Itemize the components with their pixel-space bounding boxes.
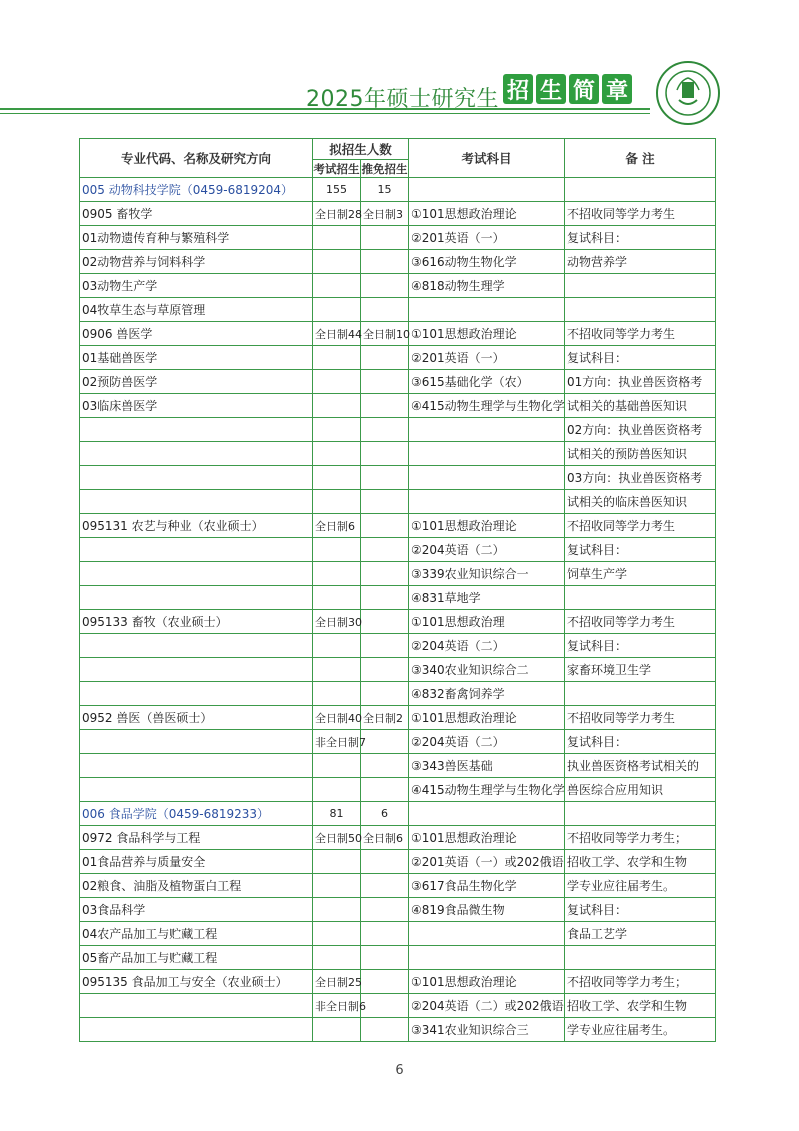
exam-quota-cell: 全日制30: [313, 610, 361, 634]
remark-cell: 试相关的预防兽医知识: [565, 442, 716, 466]
table-row: [80, 898, 716, 922]
exam-subject-cell: ①101思想政治理论: [409, 322, 565, 346]
remark-cell: [565, 298, 716, 322]
major-cell: [80, 1018, 313, 1042]
major-cell: 03动物生产学: [80, 274, 313, 298]
exempt-quota-cell: [361, 514, 409, 538]
table-row: [80, 586, 716, 610]
remark-cell: 不招收同等学力考生: [565, 322, 716, 346]
remark-cell: 招收工学、农学和生物: [565, 850, 716, 874]
remark-cell: 01方向：执业兽医资格考: [565, 370, 716, 394]
exempt-quota-cell: [361, 970, 409, 994]
header-char: 招: [503, 74, 533, 104]
exempt-quota-cell: [361, 994, 409, 1018]
exam-subject-cell: [409, 298, 565, 322]
exam-quota-cell: [313, 442, 361, 466]
table-row: [80, 202, 716, 226]
page-number: 6: [395, 1063, 404, 1078]
table-row: [80, 250, 716, 274]
exempt-quota-cell: [361, 466, 409, 490]
table-row: [80, 754, 716, 778]
remark-cell: 不招收同等学力考生；: [565, 970, 716, 994]
header-emphasis: [503, 74, 632, 104]
exempt-quota-cell: 全日制2: [361, 706, 409, 730]
remark-cell: 不招收同等学力考生: [565, 610, 716, 634]
exam-quota-cell: 非全日制6: [313, 994, 361, 1018]
table-row: [80, 514, 716, 538]
exam-quota-cell: [313, 754, 361, 778]
header-title: 2025年硕士研究生: [306, 87, 499, 112]
major-cell: 0972 食品科学与工程: [80, 826, 313, 850]
exempt-quota-cell: [361, 538, 409, 562]
exempt-quota-cell: [361, 946, 409, 970]
exempt-quota-cell: [361, 610, 409, 634]
exam-subject-cell: ②201英语（一）: [409, 226, 565, 250]
table-row: [80, 610, 716, 634]
table-row: [80, 970, 716, 994]
exam-subject-cell: [409, 442, 565, 466]
exam-quota-cell: [313, 922, 361, 946]
table-row: [80, 1018, 716, 1042]
table-row: [80, 442, 716, 466]
table-row: [80, 370, 716, 394]
major-cell: 095133 畜牧（农业硕士）: [80, 610, 313, 634]
exempt-quota-cell: [361, 730, 409, 754]
table-row: [80, 538, 716, 562]
remark-cell: 学专业应往届考生。: [565, 874, 716, 898]
exempt-quota-cell: [361, 226, 409, 250]
major-cell: 01食品营养与质量安全: [80, 850, 313, 874]
remark-cell: 复试科目：: [565, 730, 716, 754]
table-row: [80, 274, 716, 298]
exempt-quota-cell: [361, 874, 409, 898]
exempt-quota-cell: [361, 418, 409, 442]
exam-subject-cell: ②201英语（一）或202俄语: [409, 850, 565, 874]
exam-subject-cell: ④415动物生理学与生物化学: [409, 394, 565, 418]
major-cell: 01基础兽医学: [80, 346, 313, 370]
remark-cell: 学专业应往届考生。: [565, 1018, 716, 1042]
remark-cell: 复试科目：: [565, 538, 716, 562]
exempt-quota-cell: 15: [361, 178, 409, 202]
exam-quota-cell: [313, 850, 361, 874]
remark-cell: 02方向：执业兽医资格考: [565, 418, 716, 442]
major-cell: 05畜产品加工与贮藏工程: [80, 946, 313, 970]
major-cell: [80, 994, 313, 1018]
header-exam-admission: 考试招生: [313, 161, 360, 176]
exam-quota-cell: 全日制44: [313, 322, 361, 346]
header-exempt-admission: 推免招生: [361, 161, 408, 176]
exempt-quota-cell: [361, 442, 409, 466]
remark-cell: 复试科目：: [565, 346, 716, 370]
exam-subject-cell: ②204英语（二）: [409, 730, 565, 754]
exam-quota-cell: [313, 778, 361, 802]
exam-subject-cell: ④831草地学: [409, 586, 565, 610]
exam-quota-cell: [313, 1018, 361, 1042]
table-row: [80, 802, 716, 826]
table-row: [80, 922, 716, 946]
major-cell: [80, 466, 313, 490]
exam-subject-cell: ②204英语（二）: [409, 538, 565, 562]
header-remarks: 备 注: [565, 139, 716, 178]
exempt-quota-cell: [361, 394, 409, 418]
exam-subject-cell: [409, 466, 565, 490]
table-row: [80, 562, 716, 586]
exempt-quota-cell: [361, 346, 409, 370]
remark-cell: 家畜环境卫生学: [565, 658, 716, 682]
exempt-quota-cell: 6: [361, 802, 409, 826]
exam-quota-cell: [313, 874, 361, 898]
exam-subject-cell: ③617食品生物化学: [409, 874, 565, 898]
exempt-quota-cell: [361, 778, 409, 802]
exam-subject-cell: ③343兽医基础: [409, 754, 565, 778]
major-cell: [80, 538, 313, 562]
exam-subject-cell: ③615基础化学（农）: [409, 370, 565, 394]
exempt-quota-cell: [361, 586, 409, 610]
remark-cell: 不招收同等学力考生: [565, 202, 716, 226]
exempt-quota-cell: [361, 922, 409, 946]
exam-quota-cell: [313, 562, 361, 586]
exam-quota-cell: [313, 466, 361, 490]
exam-subject-cell: ④818动物生理学: [409, 274, 565, 298]
remark-cell: [565, 682, 716, 706]
remark-cell: 试相关的基础兽医知识: [565, 394, 716, 418]
exam-quota-cell: 81: [313, 802, 361, 826]
major-cell: [80, 586, 313, 610]
table-row: [80, 466, 716, 490]
exam-quota-cell: 全日制50: [313, 826, 361, 850]
exam-subject-cell: [409, 490, 565, 514]
major-cell: 005 动物科技学院（0459-6819204）: [80, 178, 313, 202]
exam-subject-cell: ③340农业知识综合二: [409, 658, 565, 682]
header-enrollment: 拟招生人数: [313, 139, 409, 160]
exempt-quota-cell: [361, 850, 409, 874]
table-row: [80, 298, 716, 322]
major-cell: 03食品科学: [80, 898, 313, 922]
major-cell: [80, 442, 313, 466]
major-cell: [80, 754, 313, 778]
major-cell: 095131 农艺与种业（农业硕士）: [80, 514, 313, 538]
exam-quota-cell: [313, 298, 361, 322]
exam-subject-cell: ④832畜禽饲养学: [409, 682, 565, 706]
table-row: [80, 778, 716, 802]
remark-cell: 复试科目：: [565, 898, 716, 922]
major-cell: [80, 658, 313, 682]
exam-quota-cell: 全日制6: [313, 514, 361, 538]
exam-subject-cell: ④819食品微生物: [409, 898, 565, 922]
exam-subject-cell: [409, 802, 565, 826]
table-row: [80, 490, 716, 514]
remark-cell: 不招收同等学力考生；: [565, 826, 716, 850]
header-char: 生: [536, 74, 566, 104]
remark-cell: 不招收同等学力考生: [565, 514, 716, 538]
exam-quota-cell: [313, 250, 361, 274]
table-row: [80, 322, 716, 346]
exempt-quota-cell: 全日制6: [361, 826, 409, 850]
page-header: [0, 60, 799, 130]
exempt-quota-cell: [361, 1018, 409, 1042]
major-cell: 04农产品加工与贮藏工程: [80, 922, 313, 946]
major-cell: 02预防兽医学: [80, 370, 313, 394]
remark-cell: 复试科目：: [565, 634, 716, 658]
remark-cell: 招收工学、农学和生物: [565, 994, 716, 1018]
major-cell: 02动物营养与饲料科学: [80, 250, 313, 274]
exempt-quota-cell: [361, 250, 409, 274]
header-major: 专业代码、名称及研究方向: [80, 139, 313, 178]
major-cell: 0905 畜牧学: [80, 202, 313, 226]
exam-quota-cell: [313, 898, 361, 922]
remark-cell: 不招收同等学力考生: [565, 706, 716, 730]
exam-quota-cell: [313, 586, 361, 610]
major-cell: 006 食品学院（0459-6819233）: [80, 802, 313, 826]
university-seal-icon: [655, 60, 721, 126]
exam-quota-cell: [313, 274, 361, 298]
exempt-quota-cell: 全日制3: [361, 202, 409, 226]
exam-quota-cell: [313, 346, 361, 370]
exam-subject-cell: ④415动物生理学与生物化学: [409, 778, 565, 802]
major-cell: 01动物遗传育种与繁殖科学: [80, 226, 313, 250]
exam-subject-cell: [409, 178, 565, 202]
major-cell: [80, 490, 313, 514]
table-row: [80, 658, 716, 682]
exam-subject-cell: [409, 418, 565, 442]
table-row: [80, 682, 716, 706]
remark-cell: 兽医综合应用知识: [565, 778, 716, 802]
exam-quota-cell: [313, 538, 361, 562]
exempt-quota-cell: [361, 682, 409, 706]
exam-quota-cell: 非全日制7: [313, 730, 361, 754]
major-cell: 0952 兽医（兽医硕士）: [80, 706, 313, 730]
remark-cell: 执业兽医资格考试相关的: [565, 754, 716, 778]
remark-cell: [565, 802, 716, 826]
exam-subject-cell: ①101思想政治理: [409, 610, 565, 634]
remark-cell: [565, 274, 716, 298]
table-row: [80, 946, 716, 970]
exam-subject-cell: ①101思想政治理论: [409, 970, 565, 994]
exam-quota-cell: [313, 634, 361, 658]
exempt-quota-cell: [361, 274, 409, 298]
remark-cell: 动物营养学: [565, 250, 716, 274]
major-cell: 095135 食品加工与安全（农业硕士）: [80, 970, 313, 994]
exam-quota-cell: [313, 682, 361, 706]
table-row: [80, 418, 716, 442]
major-cell: [80, 682, 313, 706]
exam-quota-cell: [313, 946, 361, 970]
exam-quota-cell: 155: [313, 178, 361, 202]
exam-subject-cell: ②204英语（二）或202俄语: [409, 994, 565, 1018]
table-row: [80, 634, 716, 658]
remark-cell: 试相关的临床兽医知识: [565, 490, 716, 514]
exam-subject-cell: ①101思想政治理论: [409, 706, 565, 730]
header-char: 章: [602, 74, 632, 104]
exempt-quota-cell: [361, 634, 409, 658]
exempt-quota-cell: 全日制10: [361, 322, 409, 346]
exempt-quota-cell: [361, 370, 409, 394]
table-row: [80, 226, 716, 250]
exam-subject-cell: [409, 946, 565, 970]
exam-subject-cell: ①101思想政治理论: [409, 826, 565, 850]
exam-subject-cell: ②204英语（二）: [409, 634, 565, 658]
remark-cell: 复试科目：: [565, 226, 716, 250]
exam-quota-cell: 全日制40: [313, 706, 361, 730]
remark-cell: [565, 586, 716, 610]
exempt-quota-cell: [361, 490, 409, 514]
exam-subject-cell: ①101思想政治理论: [409, 202, 565, 226]
exam-quota-cell: [313, 658, 361, 682]
exempt-quota-cell: [361, 658, 409, 682]
exam-quota-cell: [313, 370, 361, 394]
major-cell: [80, 634, 313, 658]
table-row: [80, 994, 716, 1018]
exempt-quota-cell: [361, 298, 409, 322]
major-cell: 02粮食、油脂及植物蛋白工程: [80, 874, 313, 898]
remark-cell: 食品工艺学: [565, 922, 716, 946]
exempt-quota-cell: [361, 898, 409, 922]
header-rule-thin: [0, 113, 650, 114]
exempt-quota-cell: [361, 562, 409, 586]
major-cell: [80, 418, 313, 442]
table-row: [80, 706, 716, 730]
exam-quota-cell: 全日制28: [313, 202, 361, 226]
exam-quota-cell: [313, 490, 361, 514]
header-char: 简: [569, 74, 599, 104]
major-cell: 04牧草生态与草原管理: [80, 298, 313, 322]
major-cell: 03临床兽医学: [80, 394, 313, 418]
exam-subject-cell: ①101思想政治理论: [409, 514, 565, 538]
exam-subject-cell: ③339农业知识综合一: [409, 562, 565, 586]
table-row: [80, 874, 716, 898]
table-row: [80, 178, 716, 202]
major-cell: [80, 778, 313, 802]
exam-quota-cell: [313, 418, 361, 442]
remark-cell: 饲草生产学: [565, 562, 716, 586]
major-cell: [80, 730, 313, 754]
remark-cell: [565, 946, 716, 970]
exam-subject-cell: [409, 922, 565, 946]
exempt-quota-cell: [361, 754, 409, 778]
exam-quota-cell: 全日制25: [313, 970, 361, 994]
remark-cell: 03方向：执业兽医资格考: [565, 466, 716, 490]
exam-quota-cell: [313, 226, 361, 250]
exam-subject-cell: ②201英语（一）: [409, 346, 565, 370]
table-row: [80, 850, 716, 874]
exam-quota-cell: [313, 394, 361, 418]
table-row: [80, 394, 716, 418]
major-cell: [80, 562, 313, 586]
table-row: [80, 826, 716, 850]
exam-subject-cell: ③341农业知识综合三: [409, 1018, 565, 1042]
table-row: [80, 730, 716, 754]
table-row: [80, 346, 716, 370]
major-cell: 0906 兽医学: [80, 322, 313, 346]
header-exam: 考试科目: [409, 139, 565, 178]
exam-subject-cell: ③616动物生物化学: [409, 250, 565, 274]
remark-cell: [565, 178, 716, 202]
admission-table: [79, 138, 716, 1042]
